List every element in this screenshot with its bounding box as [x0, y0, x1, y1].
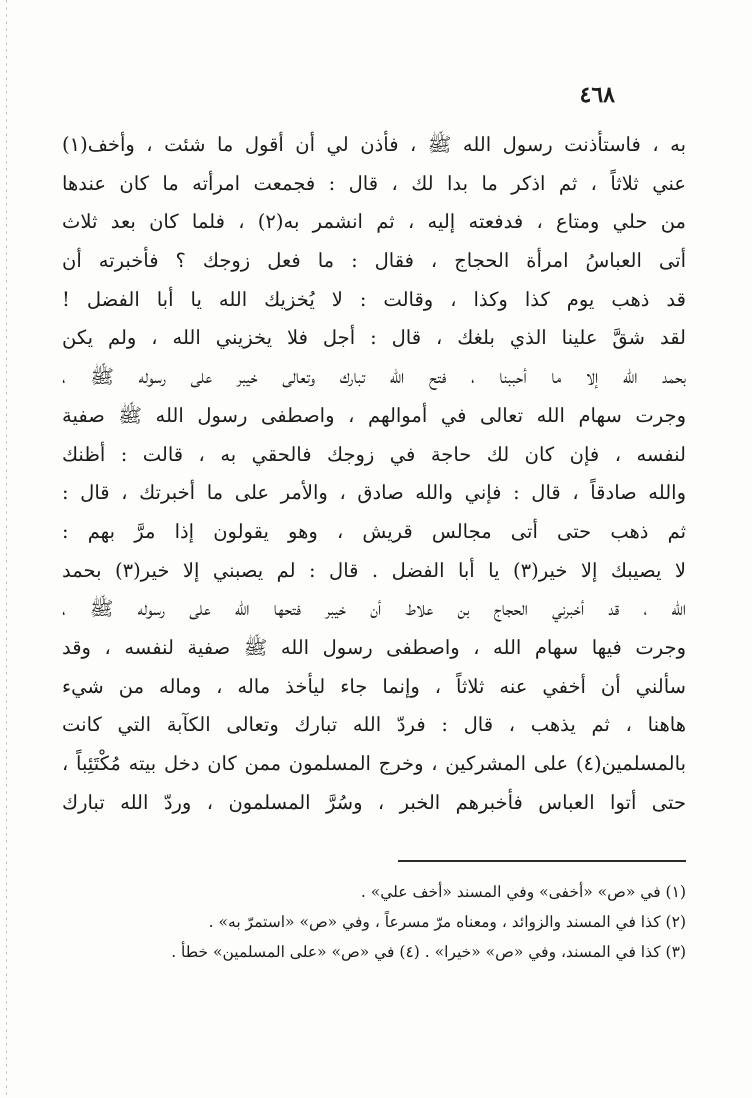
body-line: عني ثلاثاً ، ثم اذكر ما بدا لك ، قال : فجمعت امرأته ما كان عندها: [62, 171, 686, 195]
footnote: (٢) كذا في المسند والزوائد ، ومعناه مرّ مسرعاً ، وفي «ص» «استمرّ به» .: [208, 913, 686, 931]
page-number: ٤٦٨: [579, 82, 615, 108]
body-text: [62, 126, 686, 822]
body-line: أتى العباسُ امرأة الحجاج ، فقال : ما فعل زوجك ؟ فأخبرته أن: [62, 249, 686, 273]
body-line: وجرت سهام الله تعالى في أموالهم ، واصطفى رسول الله ﷺ صفية: [62, 403, 686, 427]
body-line: قد ذهب يوم كذا وكذا ، وقالت : لا يُخزيك الله يا أبا الفضل !: [62, 287, 686, 311]
scan-gutter-line: [6, 0, 7, 1098]
body-line: بالمسلمين(٤) على المشركين ، وخرج المسلمون ممن كان دخل بيته مُكْتَئِباً ،: [62, 752, 686, 775]
body-line: لنفسه ، فإن كان لك حاجة في زوجك فالحقي به ، قالت : أظنك: [62, 442, 686, 466]
footnotes: [80, 877, 686, 967]
body-line: هاهنا ، ثم يذهب ، قال : فردّ الله تبارك وتعالى الكآبة التي كانت: [62, 713, 686, 737]
body-line: ثم ذهب حتى أتى مجالس قريش ، وهو يقولون إذا مرَّ بهم :: [62, 519, 686, 543]
body-line: سألني أن أخفي عنه ثلاثاً ، وإنما جاء ليأخذ ماله ، وماله من شيء: [62, 674, 686, 698]
footnote: (١) في «ص» «أخفى» وفي المسند «أخف علي» .: [360, 883, 686, 901]
body-line: لقد شقَّ علينا الذي بلغك ، قال : أجل فلا يخزيني الله ، ولم يكن: [62, 326, 686, 350]
body-line: لا يصيبك إلا خير(٣) يا أبا الفضل . قال : لم يصبني إلا خير(٣) بحمد: [62, 558, 686, 582]
body-line: الله ، قد أخبرني الحجاج بن علاط أن خيبر فتحها الله على رسوله ﷺ ،: [62, 597, 686, 621]
body-line: حتى أتوا العباس فأخبرهم الخبر ، وسُرَّ المسلمون ، وردّ الله تبارك: [62, 790, 686, 814]
body-line: بحمد الله إلا ما أحببنا ، فتح الله تبارك وتعالى خيبر على رسوله ﷺ ،: [62, 365, 686, 389]
footnote: (٣) كذا في المسند، وفي «ص» «خيرا» . (٤) في «ص» «على المسلمين» خطأ .: [171, 943, 686, 961]
body-line: والله صادقاً ، قال : فإني والله صادق ، والأمر على ما أخبرتك ، قال :: [62, 481, 686, 505]
body-line: وجرت فيها سهام الله ، واصطفى رسول الله ﷺ صفية لنفسه ، وقد: [62, 635, 686, 659]
footnote-separator: [398, 860, 686, 862]
body-line: به ، فاستأذنت رسول الله ﷺ ، فأذن لي أن أقول ما شئت ، وأخف(١): [62, 133, 686, 156]
body-line: من حلي ومتاع ، فدفعته إليه ، ثم انشمر به(٢) ، فلما كان بعد ثلاث: [62, 210, 686, 234]
